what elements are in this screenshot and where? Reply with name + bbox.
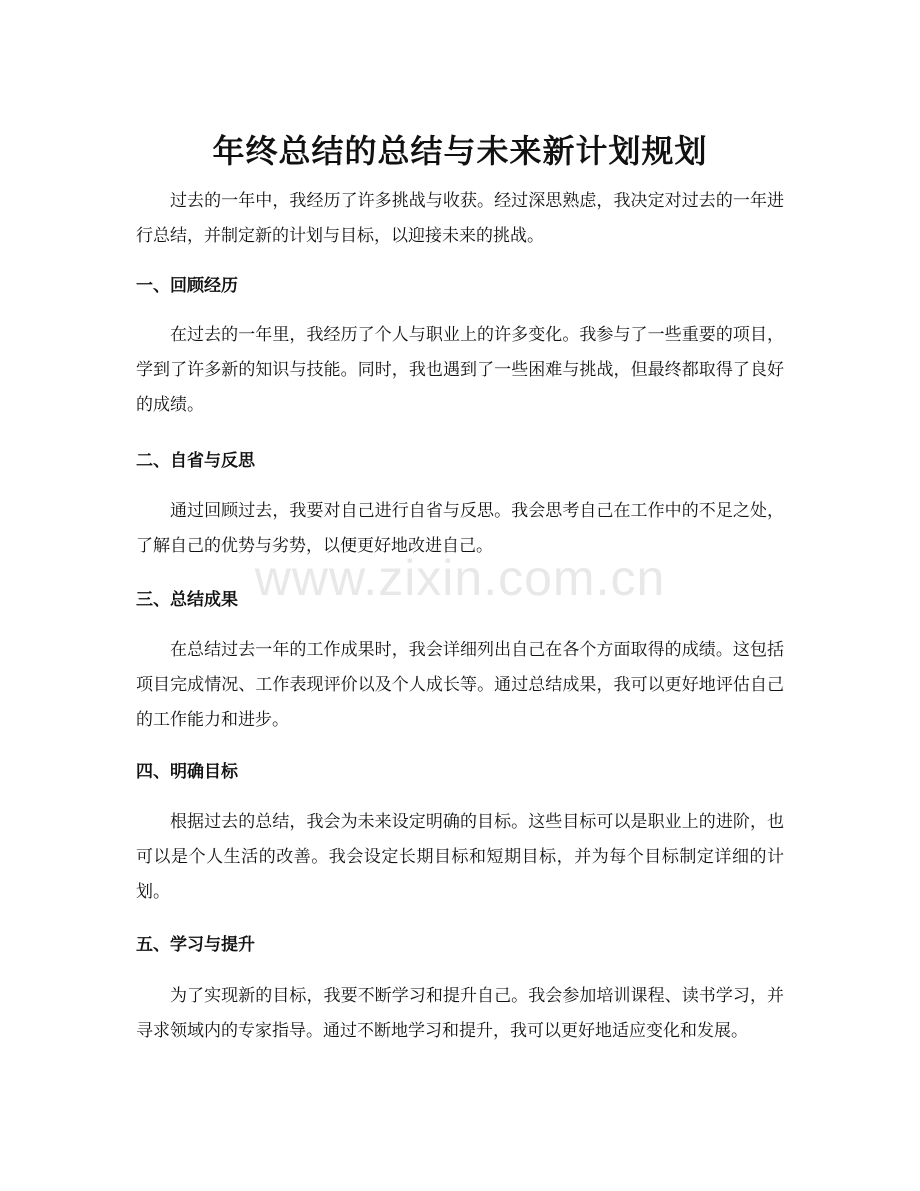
section-heading-4: 四、明确目标 bbox=[136, 762, 238, 782]
section-heading-3: 三、总结成果 bbox=[136, 590, 238, 610]
section-paragraph-1: 在过去的一年里，我经历了个人与职业上的许多变化。我参与了一些重要的项目，学到了许多新的知识与技能。同时，我也遇到了一些困难与挑战，但最终都取得了良好的成绩。 bbox=[136, 325, 784, 415]
document-title: 年终总结的总结与未来新计划规划 bbox=[212, 132, 708, 171]
intro-paragraph: 过去的一年中，我经历了许多挑战与收获。经过深思熟虑，我决定对过去的一年进行总结，并制定新的计划与目标，以迎接未来的挑战。 bbox=[136, 191, 784, 246]
section-paragraph-5: 为了实现新的目标，我要不断学习和提升自己。我会参加培训课程、读书学习，并寻求领域内的专家指导。通过不断地学习和提升，我可以更好地适应变化和发展。 bbox=[136, 986, 784, 1041]
section-heading-5: 五、学习与提升 bbox=[136, 935, 255, 955]
section-heading-1: 一、回顾经历 bbox=[136, 276, 238, 296]
watermark-text: www.zixin.com.cn bbox=[254, 550, 666, 606]
section-paragraph-4: 根据过去的总结，我会为未来设定明确的目标。这些目标可以是职业上的进阶，也可以是个人生活的改善。我会设定长期目标和短期目标，并为每个目标制定详细的计划。 bbox=[136, 812, 784, 902]
section-paragraph-2: 通过回顾过去，我要对自己进行自省与反思。我会思考自己在工作中的不足之处，了解自己的优势与劣势，以便更好地改进自己。 bbox=[136, 501, 784, 556]
section-heading-2: 二、自省与反思 bbox=[136, 451, 255, 471]
section-paragraph-3: 在总结过去一年的工作成果时，我会详细列出自己在各个方面取得的成绩。这包括项目完成情况、工作表现评价以及个人成长等。通过总结成果，我可以更好地评估自己的工作能力和进步。 bbox=[136, 640, 784, 730]
